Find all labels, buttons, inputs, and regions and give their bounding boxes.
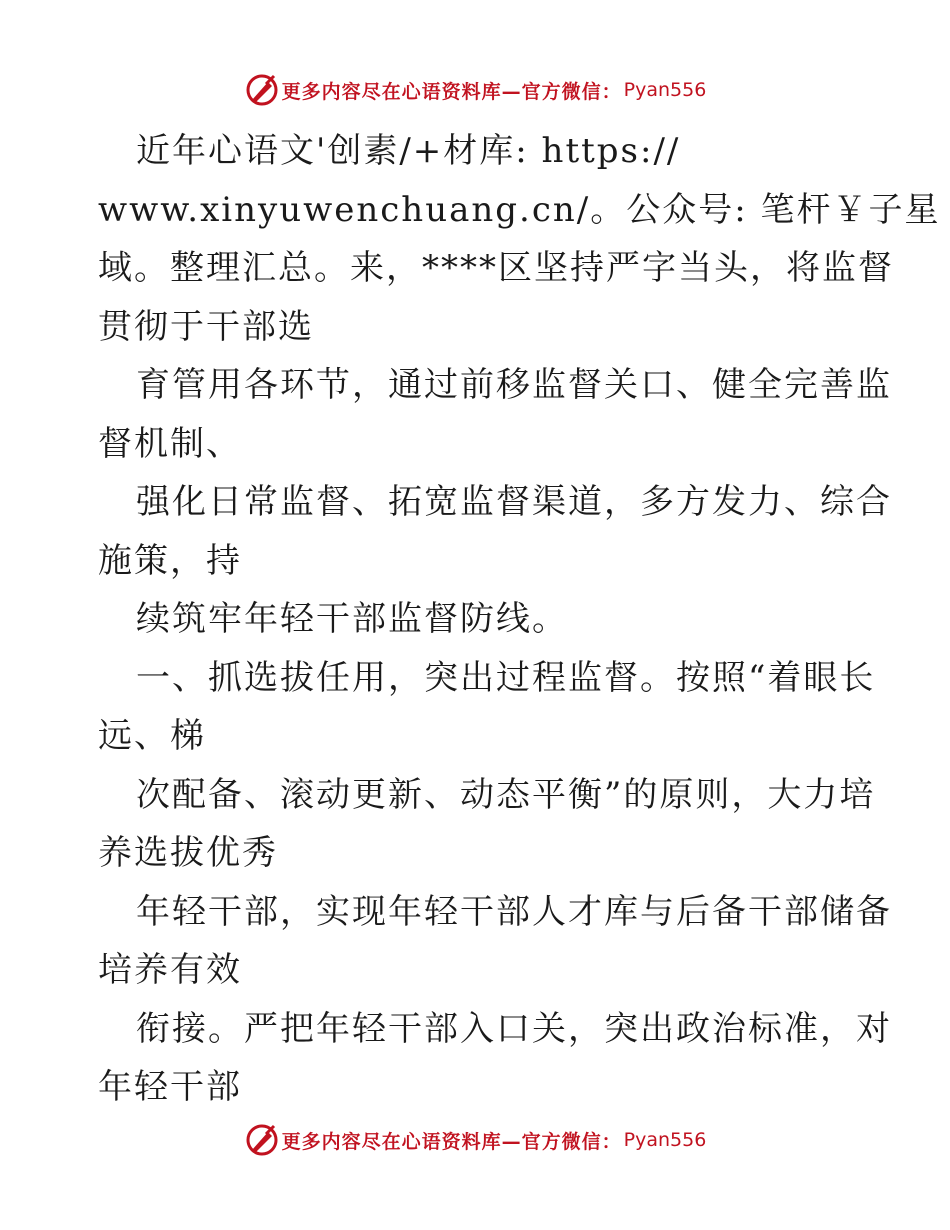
footer-banner-text: 更多内容尽在心语资料库—官方微信： xyxy=(281,1130,622,1153)
body-line: www.xinyuwenchuang.cn/。公众号: 笔杆￥子星 xyxy=(98,189,941,230)
body-line: 近年心语文'创素/+材库: https:// xyxy=(136,131,681,171)
header-wechat-id: Pyan556 xyxy=(623,79,707,101)
header-banner-text: 更多内容尽在心语资料库—官方微信： xyxy=(281,80,622,103)
body-line: 一、抓选拔任用，突出过程监督。按照“着眼长 xyxy=(136,657,876,698)
footer-wechat-id: Pyan556 xyxy=(623,1129,707,1151)
header-banner xyxy=(0,70,950,110)
body-line: 督机制、 xyxy=(98,423,242,464)
document-body xyxy=(98,122,941,1117)
body-line: 培养有效 xyxy=(98,950,242,990)
body-line: 强化日常监督、拓宽监督渠道，多方发力、综合 xyxy=(136,482,892,522)
pen-logo-icon xyxy=(244,1122,280,1158)
body-line: 贯彻于干部选 xyxy=(98,306,314,347)
footer-banner xyxy=(0,1120,950,1160)
body-line: 续筑牢年轻干部监督防线。 xyxy=(136,599,568,639)
body-line: 年轻干部 xyxy=(98,1067,242,1107)
body-line: 施策，持 xyxy=(98,540,242,581)
body-line: 次配备、滚动更新、动态平衡”的原则，大力培 xyxy=(136,774,876,815)
body-line: 育管用各环节，通过前移监督关口、健全完善监 xyxy=(136,365,892,405)
body-line: 远、梯 xyxy=(98,716,206,756)
pen-logo-icon xyxy=(244,72,280,108)
body-line: 年轻干部，实现年轻干部人才库与后备干部储备 xyxy=(136,891,892,932)
body-line: 域。整理汇总。来，****区坚持严字当头，将监督 xyxy=(98,248,894,288)
body-line: 衔接。严把年轻干部入口关，突出政治标准，对 xyxy=(136,1008,892,1049)
body-line: 养选拔优秀 xyxy=(98,833,278,873)
